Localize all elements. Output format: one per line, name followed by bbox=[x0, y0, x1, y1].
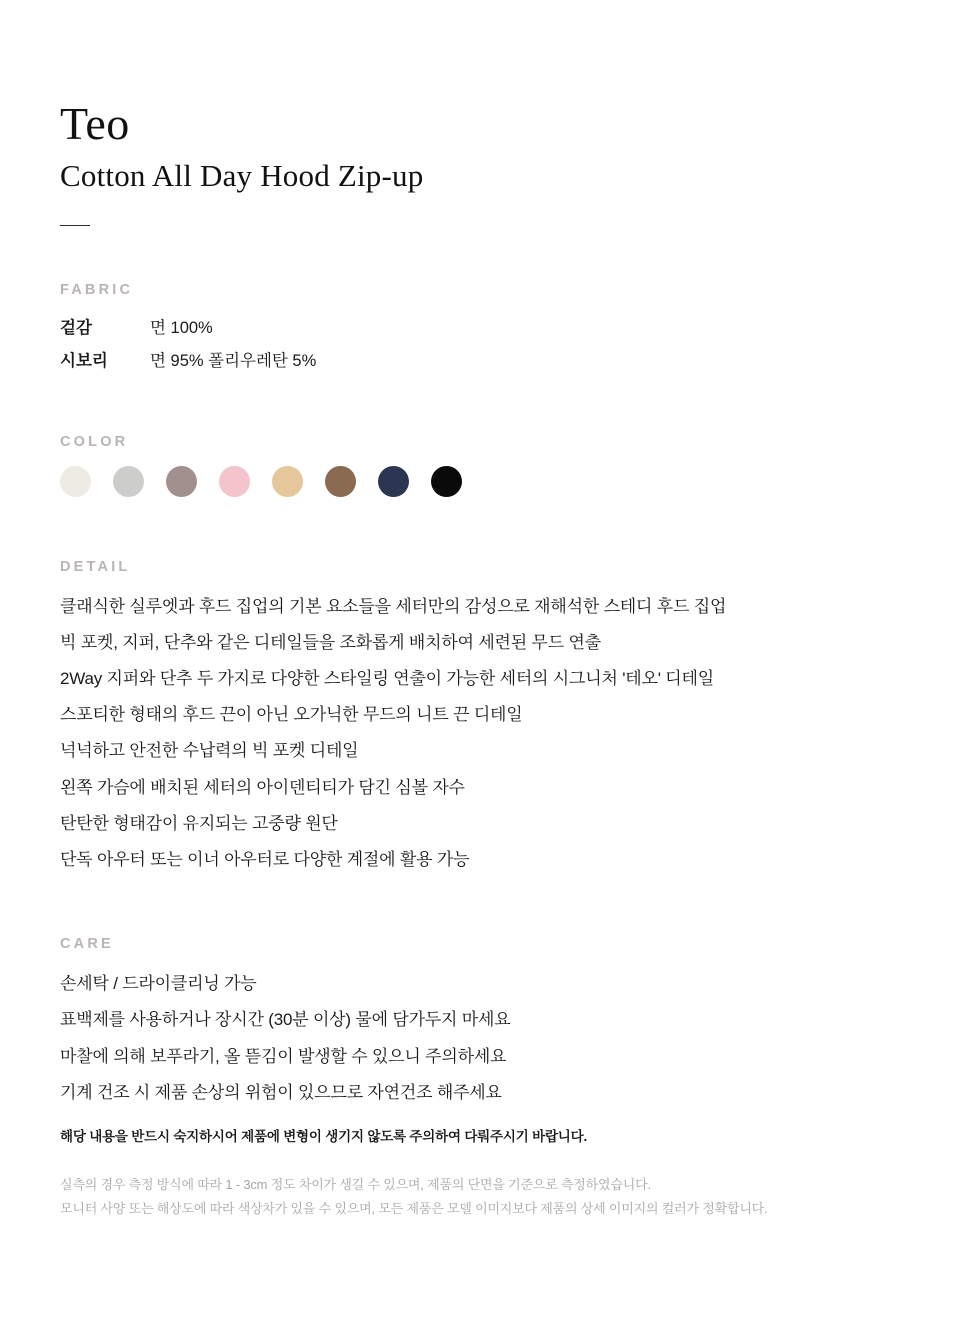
care-section-label: CARE bbox=[60, 936, 114, 953]
color-swatch-black[interactable] bbox=[431, 466, 462, 497]
fabric-row bbox=[60, 345, 900, 378]
detail-list-item: 스포티한 형태의 후드 끈이 아닌 오가닉한 무드의 니트 끈 디테일 bbox=[60, 705, 523, 725]
care-section bbox=[60, 936, 900, 1145]
divider bbox=[60, 225, 90, 226]
color-swatch-beige[interactable] bbox=[272, 466, 303, 497]
brand-name: Teo bbox=[60, 98, 130, 149]
fabric-section bbox=[60, 282, 900, 378]
footnote-color-accuracy: 모니터 사양 또는 해상도에 따라 색상차가 있을 수 있으며, 모든 제품은 모델 이미지보다 제품의 상세 이미지의 컬러가 정확합니다. bbox=[60, 1201, 768, 1217]
care-list-item: 손세탁 / 드라이클리닝 가능 bbox=[60, 974, 257, 994]
color-swatch-mauve[interactable] bbox=[166, 466, 197, 497]
care-list-item: 기계 건조 시 제품 손상의 위험이 있으므로 자연건조 해주세요 bbox=[60, 1082, 502, 1102]
detail-list-item: 왼쪽 가슴에 배치된 세터의 아이덴티티가 담긴 심볼 자수 bbox=[60, 777, 465, 797]
color-swatch-light-grey[interactable] bbox=[113, 466, 144, 497]
fabric-value: 면 100% bbox=[150, 318, 213, 337]
detail-section bbox=[60, 559, 900, 879]
page-title: Cotton All Day Hood Zip-up bbox=[60, 158, 424, 194]
care-warning-note: 해당 내용을 반드시 숙지하시어 제품에 변형이 생기지 않도록 주의하여 다뤄주시기 바랍니다. bbox=[60, 1129, 588, 1145]
detail-list-item: 탄탄한 형태감이 유지되는 고중량 원단 bbox=[60, 813, 338, 833]
detail-list bbox=[60, 589, 900, 879]
fabric-value: 면 95% 폴리우레탄 5% bbox=[150, 351, 317, 370]
fabric-key: 겉감 bbox=[60, 318, 92, 337]
care-list-item: 표백제를 사용하거나 장시간 (30분 이상) 물에 담가두지 마세요 bbox=[60, 1010, 511, 1030]
detail-list-item: 넉넉하고 안전한 수납력의 빅 포켓 디테일 bbox=[60, 741, 359, 761]
detail-list-item: 단독 아우터 또는 이너 아우터로 다양한 계절에 활용 가능 bbox=[60, 850, 470, 870]
fabric-row bbox=[60, 312, 900, 345]
color-section-label: COLOR bbox=[60, 433, 129, 450]
color-swatch-navy[interactable] bbox=[378, 466, 409, 497]
footnote-measurement: 실측의 경우 측정 방식에 따라 1 - 3cm 정도 차이가 생길 수 있으며, 제품의 단면을 기준으로 측정하였습니다. bbox=[60, 1177, 651, 1193]
care-list bbox=[60, 966, 900, 1111]
fabric-rows bbox=[60, 312, 900, 378]
color-swatch-brown[interactable] bbox=[325, 466, 356, 497]
color-section bbox=[60, 434, 900, 497]
fabric-key: 시보리 bbox=[60, 351, 108, 370]
detail-list-item: 빅 포켓, 지퍼, 단추와 같은 디테일들을 조화롭게 배치하여 세련된 무드 연출 bbox=[60, 632, 601, 652]
color-swatch-list bbox=[60, 466, 900, 497]
care-list-item: 마찰에 의해 보푸라기, 올 뜯김이 발생할 수 있으니 주의하세요 bbox=[60, 1046, 507, 1066]
detail-list-item: 2Way 지퍼와 단추 두 가지로 다양한 스타일링 연출이 가능한 세터의 시그니처 '테오' 디테일 bbox=[60, 669, 714, 688]
detail-list-item: 클래식한 실루엣과 후드 집업의 기본 요소들을 세터만의 감성으로 재해석한 스테디 후드 집업 bbox=[60, 596, 727, 616]
fabric-section-label: FABRIC bbox=[60, 281, 134, 298]
footnotes bbox=[60, 1173, 900, 1221]
color-swatch-ivory[interactable] bbox=[60, 466, 91, 497]
page-header bbox=[60, 100, 900, 226]
detail-section-label: DETAIL bbox=[60, 558, 131, 575]
color-swatch-pink[interactable] bbox=[219, 466, 250, 497]
